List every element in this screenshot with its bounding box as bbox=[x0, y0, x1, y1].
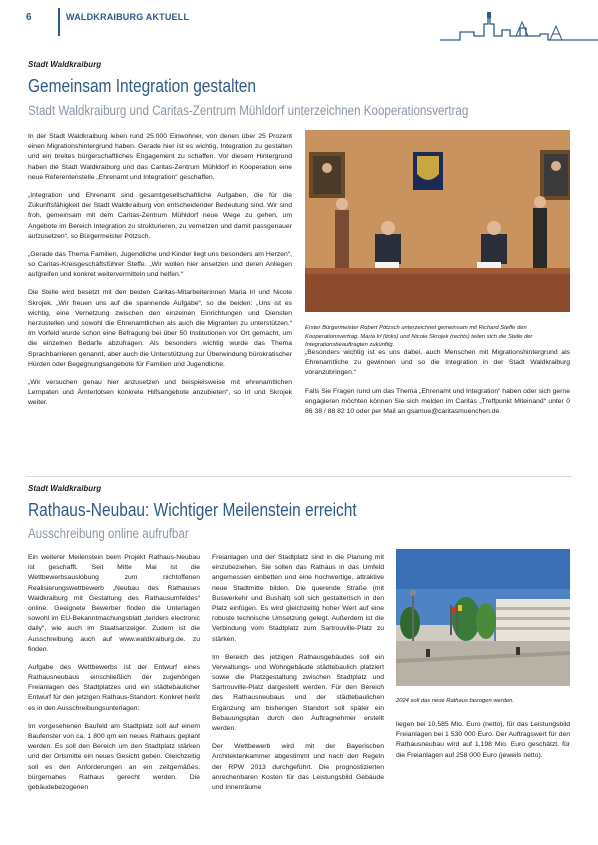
article2-column-1 bbox=[28, 553, 200, 801]
article2-paragraph: Im vorgesehenen Baufeld am Stadtplatz soll auf einem Baufenster von ca. 1 800 qm ein neues Rathaus geplant werden. Es soll den Bereich um den Stadtplatz stärken und der Ortsmitte ein neues Gesicht geben. Gleichzeitig soll es den Anforderungen an ein zeitgemäßes, bürgernahes Rathaus gerecht werden. Die gebäudebezogenen bbox=[28, 722, 200, 791]
article2-paragraph: liegen bei 10,585 Mio. Euro (netto), für das Leistungsbild Freianlagen bei 1 530 000 Euro. Der Auftragswert für den Rathausneubau wird auf 1,198 Mio. Euro geschätzt, für die Freianlagen auf 258 000 Euro (jeweils netto). bbox=[396, 721, 570, 759]
article1-kicker: Stadt Waldkraiburg bbox=[28, 60, 102, 69]
publication-title: WALDKRAIBURG AKTUELL bbox=[66, 12, 190, 22]
article2-paragraph: Im Bereich des jetzigen Rathausgebäudes soll ein Verwaltungs- und Wohngebäude städtebaulich platziert sowie die Platzgestaltung zwischen Stadtplatz und Sartrouville-Platz dargestellt werden. Für den Bereich des Rathausneubaus und der städtebaulichen Ergänzung am bisherigen Standort soll später ein Bebauungsplan durch den Auftragnehmer erstellt werden. bbox=[212, 653, 384, 732]
article1-paragraph: „Integration und Ehrenamt sind gesamtgesellschaftliche Aufgaben, die für die Zukunftsfähigkeit der Stadt Waldkraiburg von entscheidender Bedeutung sind. Wir sind froh, gemeinsam mit dem Caritas-Zentrum Mühldorf neue Wege zu gehen, um Angebote im Bereich Integration zu strukturieren, zu vernetzen und damit passgenauer aufzusetzen“, so Bürgermeister Pötzsch. bbox=[28, 191, 292, 240]
article1-column-2 bbox=[305, 348, 570, 425]
article-divider bbox=[26, 476, 572, 477]
article2-photo-caption: 2024 soll das neue Rathaus bezogen werden. bbox=[396, 698, 514, 704]
article2-paragraph: Ein weiterer Meilenstein beim Projekt Rathaus-Neubau ist geschafft. Seit Mitte Mai ist die Wettbewerbsauslobung zum nichtoffenen Realisierungswettbewerb „Neubau des Rathauses Waldkraiburg mit Gestaltung des Rathausumfeldes“ online. Geeignete Bewerber finden die Unterlagen sowohl im EU-Bekanntmachungsblatt „tenders electronic daily“, wie auch im Staatsanzeiger. Zudem ist die Ausschreibung auch auf www.waldkraiburg.de. zu finden. bbox=[28, 554, 200, 653]
article2-headline: Rathaus-Neubau: Wichtiger Meilenstein erreicht bbox=[28, 500, 357, 520]
header-divider bbox=[58, 8, 60, 36]
article1-subheadline: Stadt Waldkraiburg und Caritas-Zentrum Mühldorf unterzeichnen Kooperationsvertrag bbox=[28, 103, 469, 118]
article1-photo-caption: Erster Bürgermeister Robert Pötzsch unterzeichnet gemeinsam mit Richard Steffe den Kooperationsvertrag. Maria Irl (links) und Nicole Skrojek (rechts) teilen sich die Stelle der Integrationsbeauftragten zukünftig. bbox=[305, 325, 533, 349]
article1-paragraph: Die Stelle wird besetzt mit den beiden Caritas-Mitarbeiterinnen Maria Irl und Nicole Skrojek. „Wir freuen uns auf die spannende Aufgabe“, so die beiden: „Uns ist es wichtig, eine Vernetzung zwischen den einzelnen Einrichtungen und Diensten herzustellen und sowohl die Ehrenamtlichen als auch die Migranten zu unterstützen.“ Im Vorfeld wurde schon eine Befragung bei über 50 Institutionen vor Ort gemacht, um die einzelnen Bedarfe abzufragen. Als besonders wichtig wurde das Thema Sprachbarrieren genannt, aber auch die Unterstützung zur Überwindung bürokratischer Hürden oder Begegnungsangebote für Familien und Jugendliche. bbox=[28, 289, 292, 368]
article1-headline: Gemeinsam Integration gestalten bbox=[28, 76, 257, 96]
article2-paragraph: Aufgabe des Wettbewerbs ist der Entwurf eines Rathausneubaus einschließlich der zugehörigen Freianlagen des Stadtplatzes und ein städtebaulicher Entwurf für den jetzigen Rathaus-Standort. Konkret heißt es in den Ausschreibungsunterlagen: bbox=[28, 663, 200, 712]
article2-column-2 bbox=[212, 553, 384, 801]
town-hall-photo bbox=[396, 549, 570, 686]
article1-paragraph: „Besonders wichtig ist es uns dabei, auch Menschen mit Migrationshintergrund als Ehrenamtliche zu gewinnen und so die Integration in der Stadt Waldkraiburg voranzubringen.“ bbox=[305, 349, 570, 377]
article2-paragraph: Der Wettbewerb wird mit der Bayerischen Architektenkammer abgestimmt und nach den Regeln der RPW 2013 durchgeführt. Die prognostizierten anrechenbaren Kosten für das Leistungsbild Gebäude und Innenräume bbox=[212, 743, 384, 791]
article1-paragraph: „Wir versuchen genau hier anzusetzen und beispielsweise mit ehrenamtlichen Lernpaten und Ämterlotsen konkrete Hilfsangebote anzubieten“, so Irl und Skrojek weiter. bbox=[28, 378, 292, 407]
article1-paragraph: Falls Sie Fragen rund um das Thema „Ehrenamt und Integration“ haben oder sich gerne engagieren möchten können Sie sich melden im Caritas „Treffpunkt Miteinand“ unter 0 86 38 / 88 82 10 oder per Mail an gsamue@caritasmuenchen.de. bbox=[305, 387, 570, 415]
article1-column-1 bbox=[28, 132, 292, 417]
article2-subheadline: Ausschreibung online aufrufbar bbox=[28, 526, 189, 541]
article2-kicker: Stadt Waldkraiburg bbox=[28, 484, 102, 493]
signing-ceremony-photo bbox=[305, 130, 570, 312]
page-number: 6 bbox=[26, 12, 32, 23]
article1-paragraph: In der Stadt Waldkraiburg leben rund 25.000 Einwohner, von denen über 25 Prozent einen Migrationshintergrund haben. Gerade hier ist es wichtig, Integration zu gestalten und ein breites bürgerschaftliches Engagement zu schaffen. Vor diesem Hintergrund haben die Stadt Waldkraiburg und das Caritas-Zentrum Mühldorf in Kooperation eine neue Referentenstelle „Ehrenamt und Integration“ geschaffen. bbox=[28, 133, 292, 181]
article2-paragraph: Freianlagen und der Stadtplatz sind in die Planung mit einzubeziehen. Sie sollen das Rathaus in das Umfeld angemessen einbetten und eine hochwertige, attraktive neue Stadtmitte bilden. Die querende Straße (mit Buswerkehr und Bushalt) soll sich gestalterisch in den Platz einfügen. Es wird gleichzeitig hoher Wert auf eine robuste technische Umsetzung gelegt. Außerdem ist die Verbindung vom Stadtplatz zum Sartrouville-Platz zu stärken. bbox=[212, 554, 384, 643]
city-skyline-logo bbox=[440, 10, 598, 46]
article2-column-3 bbox=[396, 720, 570, 769]
article1-paragraph: „Gerade das Thema Familien, Jugendliche und Kinder liegt uns besonders am Herzen“, so Caritas-Kreisgeschäftsführer Steffe. „Wir wollen hier ansetzen und deren Anliegen aufgreifen und konkret weitervermitteln und helfen.“ bbox=[28, 250, 292, 279]
